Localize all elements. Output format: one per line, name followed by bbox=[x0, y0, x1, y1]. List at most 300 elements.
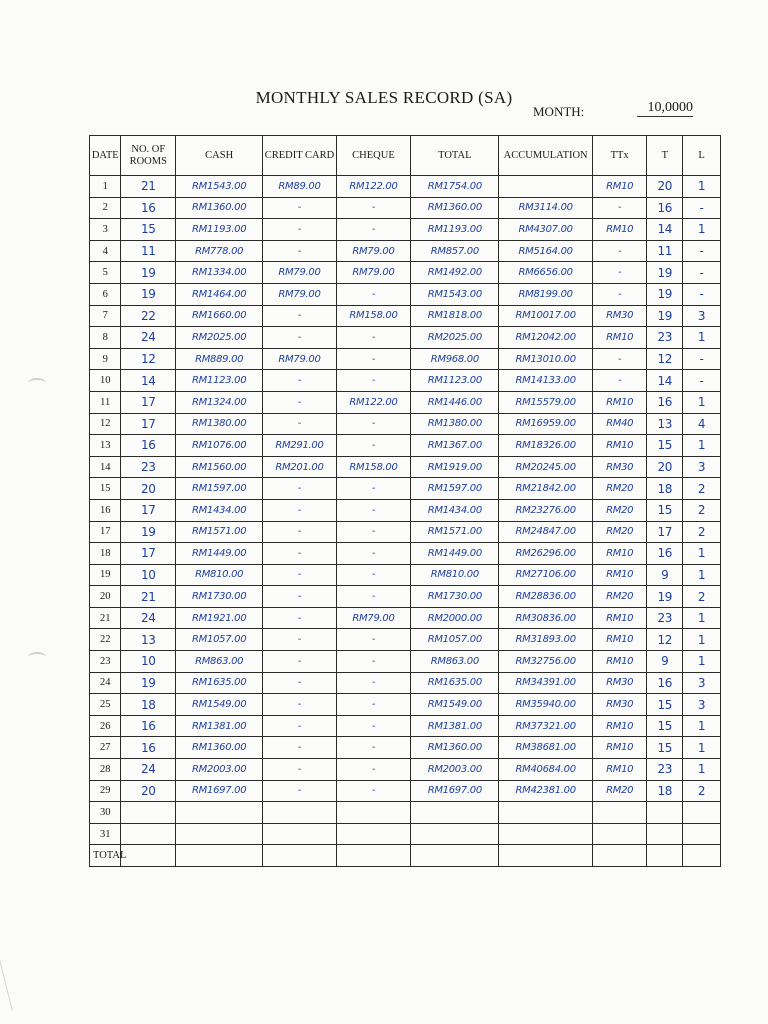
l-cell: 2 bbox=[683, 478, 721, 500]
cheque-cell: - bbox=[336, 327, 411, 349]
cash-cell: RM1123.00 bbox=[176, 370, 263, 392]
ttx-cell: RM10 bbox=[592, 219, 647, 241]
total-cell bbox=[121, 845, 176, 867]
credit-card-cell bbox=[263, 823, 336, 845]
l-cell bbox=[683, 823, 721, 845]
ttx-cell: - bbox=[592, 240, 647, 262]
cheque-cell: - bbox=[336, 586, 411, 608]
accumulation-cell: RM28836.00 bbox=[499, 586, 592, 608]
cash-cell: RM1360.00 bbox=[176, 737, 263, 759]
cheque-cell: - bbox=[336, 759, 411, 781]
table-row bbox=[90, 348, 721, 370]
cash-cell: RM1360.00 bbox=[176, 197, 263, 219]
total-cell: RM1381.00 bbox=[411, 715, 499, 737]
t-cell: 23 bbox=[647, 607, 683, 629]
cash-cell: RM1324.00 bbox=[176, 391, 263, 413]
total-cell: RM1754.00 bbox=[411, 176, 499, 198]
cash-cell: RM1193.00 bbox=[176, 219, 263, 241]
rooms-cell: 19 bbox=[121, 521, 176, 543]
total-cell: RM1360.00 bbox=[411, 737, 499, 759]
date-cell: 4 bbox=[90, 240, 121, 262]
l-cell: 2 bbox=[683, 521, 721, 543]
cheque-cell bbox=[336, 802, 411, 824]
t-cell: 15 bbox=[647, 715, 683, 737]
l-cell: - bbox=[683, 348, 721, 370]
date-cell: 20 bbox=[90, 586, 121, 608]
cash-cell: RM810.00 bbox=[176, 564, 263, 586]
credit-card-cell: RM79.00 bbox=[263, 262, 336, 284]
cash-cell bbox=[176, 823, 263, 845]
total-cell: RM1193.00 bbox=[411, 219, 499, 241]
cheque-cell: - bbox=[336, 715, 411, 737]
total-cell: RM2025.00 bbox=[411, 327, 499, 349]
total-cell: RM810.00 bbox=[411, 564, 499, 586]
cheque-cell: - bbox=[336, 499, 411, 521]
total-cell bbox=[411, 845, 499, 867]
cash-cell: RM1921.00 bbox=[176, 607, 263, 629]
table-row bbox=[90, 672, 721, 694]
accumulation-cell: RM21842.00 bbox=[499, 478, 592, 500]
total-cell: RM2003.00 bbox=[411, 759, 499, 781]
cheque-cell: - bbox=[336, 348, 411, 370]
total-cell: RM863.00 bbox=[411, 651, 499, 673]
date-cell: 21 bbox=[90, 607, 121, 629]
t-cell: 16 bbox=[647, 672, 683, 694]
credit-card-cell: - bbox=[263, 219, 336, 241]
rooms-cell: 10 bbox=[121, 651, 176, 673]
table-row bbox=[90, 240, 721, 262]
col-header-accumulation: ACCUMULATION bbox=[499, 136, 592, 176]
total-cell: RM857.00 bbox=[411, 240, 499, 262]
table-row bbox=[90, 823, 721, 845]
table-row bbox=[90, 802, 721, 824]
rooms-cell: 19 bbox=[121, 283, 176, 305]
cash-cell: RM1543.00 bbox=[176, 176, 263, 198]
cash-cell: RM1076.00 bbox=[176, 435, 263, 457]
date-cell: 25 bbox=[90, 694, 121, 716]
table-row bbox=[90, 737, 721, 759]
total-cell: RM1919.00 bbox=[411, 456, 499, 478]
date-cell: 30 bbox=[90, 802, 121, 824]
table-row bbox=[90, 607, 721, 629]
total-cell bbox=[176, 845, 263, 867]
t-cell: 16 bbox=[647, 197, 683, 219]
accumulation-cell: RM34391.00 bbox=[499, 672, 592, 694]
ttx-cell: RM10 bbox=[592, 607, 647, 629]
total-cell: RM1597.00 bbox=[411, 478, 499, 500]
cheque-cell: - bbox=[336, 197, 411, 219]
table-row bbox=[90, 413, 721, 435]
date-cell: 31 bbox=[90, 823, 121, 845]
l-cell: 2 bbox=[683, 780, 721, 802]
total-cell: RM1697.00 bbox=[411, 780, 499, 802]
table-row bbox=[90, 586, 721, 608]
date-cell: 19 bbox=[90, 564, 121, 586]
credit-card-cell: RM79.00 bbox=[263, 348, 336, 370]
table-row bbox=[90, 780, 721, 802]
col-header-total: TOTAL bbox=[411, 136, 499, 176]
l-cell: 1 bbox=[683, 543, 721, 565]
l-cell: 1 bbox=[683, 327, 721, 349]
ttx-cell: RM10 bbox=[592, 651, 647, 673]
cheque-cell: RM158.00 bbox=[336, 456, 411, 478]
accumulation-cell: RM12042.00 bbox=[499, 327, 592, 349]
total-cell: RM1492.00 bbox=[411, 262, 499, 284]
ttx-cell: - bbox=[592, 370, 647, 392]
total-cell bbox=[647, 845, 683, 867]
table-row bbox=[90, 521, 721, 543]
ttx-cell: RM20 bbox=[592, 499, 647, 521]
ttx-cell: RM30 bbox=[592, 456, 647, 478]
sales-record-table bbox=[89, 135, 721, 867]
total-cell: RM1123.00 bbox=[411, 370, 499, 392]
rooms-cell: 19 bbox=[121, 672, 176, 694]
cash-cell: RM778.00 bbox=[176, 240, 263, 262]
date-cell: 13 bbox=[90, 435, 121, 457]
cheque-cell: - bbox=[336, 478, 411, 500]
l-cell: - bbox=[683, 240, 721, 262]
cheque-cell: - bbox=[336, 651, 411, 673]
ttx-cell: RM30 bbox=[592, 305, 647, 327]
cash-cell bbox=[176, 802, 263, 824]
t-cell: 9 bbox=[647, 564, 683, 586]
t-cell: 14 bbox=[647, 219, 683, 241]
table-row bbox=[90, 499, 721, 521]
credit-card-cell: - bbox=[263, 564, 336, 586]
l-cell: 1 bbox=[683, 391, 721, 413]
credit-card-cell: - bbox=[263, 737, 336, 759]
rooms-cell: 17 bbox=[121, 499, 176, 521]
l-cell: 1 bbox=[683, 759, 721, 781]
total-cell bbox=[411, 802, 499, 824]
cheque-cell: RM79.00 bbox=[336, 607, 411, 629]
ttx-cell: RM10 bbox=[592, 543, 647, 565]
rooms-cell: 21 bbox=[121, 176, 176, 198]
date-cell: 10 bbox=[90, 370, 121, 392]
l-cell: 3 bbox=[683, 456, 721, 478]
accumulation-cell: RM4307.00 bbox=[499, 219, 592, 241]
ttx-cell: - bbox=[592, 348, 647, 370]
rooms-cell: 24 bbox=[121, 607, 176, 629]
rooms-cell: 13 bbox=[121, 629, 176, 651]
credit-card-cell: - bbox=[263, 197, 336, 219]
date-cell: 7 bbox=[90, 305, 121, 327]
col-header-l: L bbox=[683, 136, 721, 176]
cheque-cell: - bbox=[336, 435, 411, 457]
total-cell: RM1057.00 bbox=[411, 629, 499, 651]
t-cell: 13 bbox=[647, 413, 683, 435]
table-row bbox=[90, 435, 721, 457]
cheque-cell: - bbox=[336, 672, 411, 694]
l-cell: - bbox=[683, 262, 721, 284]
t-cell: 19 bbox=[647, 305, 683, 327]
table-row bbox=[90, 715, 721, 737]
accumulation-cell: RM15579.00 bbox=[499, 391, 592, 413]
date-cell: 18 bbox=[90, 543, 121, 565]
accumulation-cell: RM8199.00 bbox=[499, 283, 592, 305]
ttx-cell: RM20 bbox=[592, 586, 647, 608]
col-header-cash: CASH bbox=[176, 136, 263, 176]
cash-cell: RM1434.00 bbox=[176, 499, 263, 521]
cash-cell: RM863.00 bbox=[176, 651, 263, 673]
cheque-cell: RM79.00 bbox=[336, 262, 411, 284]
date-cell: 23 bbox=[90, 651, 121, 673]
total-cell: RM1549.00 bbox=[411, 694, 499, 716]
l-cell: 1 bbox=[683, 176, 721, 198]
col-header-cheque: CHEQUE bbox=[336, 136, 411, 176]
page-title: MONTHLY SALES RECORD (SA) bbox=[255, 88, 513, 107]
total-cell bbox=[336, 845, 411, 867]
t-cell: 20 bbox=[647, 456, 683, 478]
cash-cell: RM2003.00 bbox=[176, 759, 263, 781]
cash-cell: RM1334.00 bbox=[176, 262, 263, 284]
total-label: TOTAL bbox=[90, 845, 121, 867]
hole-punch-mark bbox=[28, 378, 46, 388]
header-row bbox=[90, 136, 721, 176]
cash-cell: RM1571.00 bbox=[176, 521, 263, 543]
accumulation-cell: RM35940.00 bbox=[499, 694, 592, 716]
total-cell: RM968.00 bbox=[411, 348, 499, 370]
col-header-ttx: TTx bbox=[592, 136, 647, 176]
cash-cell: RM1549.00 bbox=[176, 694, 263, 716]
table-row bbox=[90, 219, 721, 241]
cash-cell: RM1730.00 bbox=[176, 586, 263, 608]
rooms-cell: 12 bbox=[121, 348, 176, 370]
date-cell: 29 bbox=[90, 780, 121, 802]
paper-edge-mark bbox=[0, 929, 28, 1011]
table-row bbox=[90, 543, 721, 565]
rooms-cell: 11 bbox=[121, 240, 176, 262]
accumulation-cell: RM14133.00 bbox=[499, 370, 592, 392]
table-row bbox=[90, 370, 721, 392]
rooms-cell: 24 bbox=[121, 759, 176, 781]
l-cell: - bbox=[683, 283, 721, 305]
t-cell bbox=[647, 823, 683, 845]
total-cell: RM1367.00 bbox=[411, 435, 499, 457]
accumulation-cell: RM23276.00 bbox=[499, 499, 592, 521]
col-header-rooms: NO. OF ROOMS bbox=[121, 136, 176, 176]
accumulation-cell: RM6656.00 bbox=[499, 262, 592, 284]
t-cell: 15 bbox=[647, 499, 683, 521]
l-cell: 1 bbox=[683, 435, 721, 457]
rooms-cell bbox=[121, 823, 176, 845]
cash-cell: RM1449.00 bbox=[176, 543, 263, 565]
cheque-cell: - bbox=[336, 219, 411, 241]
rooms-cell: 16 bbox=[121, 737, 176, 759]
l-cell: 1 bbox=[683, 219, 721, 241]
ttx-cell: RM10 bbox=[592, 564, 647, 586]
total-row bbox=[90, 845, 721, 867]
rooms-cell: 16 bbox=[121, 435, 176, 457]
cheque-cell: RM158.00 bbox=[336, 305, 411, 327]
total-cell bbox=[411, 823, 499, 845]
ttx-cell: RM10 bbox=[592, 327, 647, 349]
t-cell: 16 bbox=[647, 391, 683, 413]
rooms-cell: 17 bbox=[121, 413, 176, 435]
date-cell: 6 bbox=[90, 283, 121, 305]
date-cell: 8 bbox=[90, 327, 121, 349]
accumulation-cell: RM38681.00 bbox=[499, 737, 592, 759]
credit-card-cell: - bbox=[263, 759, 336, 781]
cash-cell: RM889.00 bbox=[176, 348, 263, 370]
date-cell: 26 bbox=[90, 715, 121, 737]
accumulation-cell: RM42381.00 bbox=[499, 780, 592, 802]
table-row bbox=[90, 629, 721, 651]
l-cell: 1 bbox=[683, 737, 721, 759]
l-cell bbox=[683, 802, 721, 824]
date-cell: 11 bbox=[90, 391, 121, 413]
rooms-cell bbox=[121, 802, 176, 824]
rooms-cell: 21 bbox=[121, 586, 176, 608]
l-cell: - bbox=[683, 370, 721, 392]
l-cell: 1 bbox=[683, 564, 721, 586]
credit-card-cell: RM291.00 bbox=[263, 435, 336, 457]
col-header-credit-card: CREDIT CARD bbox=[263, 136, 336, 176]
accumulation-cell: RM40684.00 bbox=[499, 759, 592, 781]
cheque-cell: RM122.00 bbox=[336, 391, 411, 413]
accumulation-cell: RM10017.00 bbox=[499, 305, 592, 327]
accumulation-cell bbox=[499, 802, 592, 824]
date-cell: 1 bbox=[90, 176, 121, 198]
accumulation-cell: RM20245.00 bbox=[499, 456, 592, 478]
l-cell: 1 bbox=[683, 629, 721, 651]
col-header-date: DATE bbox=[90, 136, 121, 176]
table-row bbox=[90, 759, 721, 781]
rooms-cell: 16 bbox=[121, 197, 176, 219]
t-cell: 19 bbox=[647, 586, 683, 608]
ttx-cell: RM10 bbox=[592, 759, 647, 781]
ttx-cell: RM20 bbox=[592, 521, 647, 543]
total-cell: RM1360.00 bbox=[411, 197, 499, 219]
credit-card-cell: - bbox=[263, 370, 336, 392]
table-body bbox=[90, 176, 721, 845]
rooms-cell: 20 bbox=[121, 780, 176, 802]
t-cell: 14 bbox=[647, 370, 683, 392]
date-cell: 28 bbox=[90, 759, 121, 781]
accumulation-cell bbox=[499, 176, 592, 198]
total-cell: RM1449.00 bbox=[411, 543, 499, 565]
accumulation-cell: RM13010.00 bbox=[499, 348, 592, 370]
table-row bbox=[90, 305, 721, 327]
ttx-cell: RM10 bbox=[592, 629, 647, 651]
credit-card-cell: - bbox=[263, 607, 336, 629]
date-cell: 3 bbox=[90, 219, 121, 241]
cheque-cell bbox=[336, 823, 411, 845]
accumulation-cell: RM32756.00 bbox=[499, 651, 592, 673]
rooms-cell: 15 bbox=[121, 219, 176, 241]
col-header-t: T bbox=[647, 136, 683, 176]
t-cell: 12 bbox=[647, 348, 683, 370]
l-cell: 1 bbox=[683, 607, 721, 629]
ttx-cell: RM10 bbox=[592, 435, 647, 457]
total-cell bbox=[263, 845, 336, 867]
t-cell: 23 bbox=[647, 327, 683, 349]
table-row bbox=[90, 197, 721, 219]
rooms-cell: 17 bbox=[121, 391, 176, 413]
l-cell: 4 bbox=[683, 413, 721, 435]
t-cell: 15 bbox=[647, 737, 683, 759]
credit-card-cell: - bbox=[263, 499, 336, 521]
cheque-cell: - bbox=[336, 521, 411, 543]
credit-card-cell: - bbox=[263, 413, 336, 435]
date-cell: 2 bbox=[90, 197, 121, 219]
t-cell: 18 bbox=[647, 478, 683, 500]
cash-cell: RM1635.00 bbox=[176, 672, 263, 694]
total-cell bbox=[592, 845, 647, 867]
cash-cell: RM1697.00 bbox=[176, 780, 263, 802]
table-row bbox=[90, 564, 721, 586]
ttx-cell: RM20 bbox=[592, 478, 647, 500]
credit-card-cell: - bbox=[263, 240, 336, 262]
credit-card-cell: - bbox=[263, 327, 336, 349]
cash-cell: RM1464.00 bbox=[176, 283, 263, 305]
l-cell: 3 bbox=[683, 672, 721, 694]
ttx-cell: - bbox=[592, 262, 647, 284]
table-row bbox=[90, 478, 721, 500]
date-cell: 12 bbox=[90, 413, 121, 435]
cash-cell: RM1057.00 bbox=[176, 629, 263, 651]
t-cell: 19 bbox=[647, 283, 683, 305]
accumulation-cell: RM27106.00 bbox=[499, 564, 592, 586]
cheque-cell: - bbox=[336, 370, 411, 392]
ttx-cell bbox=[592, 823, 647, 845]
table-row bbox=[90, 391, 721, 413]
hole-punch-mark bbox=[28, 652, 46, 662]
cash-cell: RM1380.00 bbox=[176, 413, 263, 435]
accumulation-cell: RM18326.00 bbox=[499, 435, 592, 457]
credit-card-cell: - bbox=[263, 715, 336, 737]
t-cell: 18 bbox=[647, 780, 683, 802]
credit-card-cell: RM79.00 bbox=[263, 283, 336, 305]
t-cell: 15 bbox=[647, 435, 683, 457]
ttx-cell: RM20 bbox=[592, 780, 647, 802]
credit-card-cell: - bbox=[263, 694, 336, 716]
t-cell: 19 bbox=[647, 262, 683, 284]
cheque-cell: - bbox=[336, 543, 411, 565]
month-label: MONTH: bbox=[533, 104, 585, 119]
total-cell: RM1434.00 bbox=[411, 499, 499, 521]
table-row bbox=[90, 327, 721, 349]
total-cell bbox=[499, 845, 592, 867]
total-cell: RM1730.00 bbox=[411, 586, 499, 608]
t-cell: 17 bbox=[647, 521, 683, 543]
credit-card-cell: - bbox=[263, 651, 336, 673]
date-cell: 22 bbox=[90, 629, 121, 651]
table-row bbox=[90, 651, 721, 673]
accumulation-cell: RM26296.00 bbox=[499, 543, 592, 565]
cash-cell: RM2025.00 bbox=[176, 327, 263, 349]
accumulation-cell: RM24847.00 bbox=[499, 521, 592, 543]
t-cell: 12 bbox=[647, 629, 683, 651]
l-cell: 1 bbox=[683, 651, 721, 673]
cash-cell: RM1660.00 bbox=[176, 305, 263, 327]
l-cell: 2 bbox=[683, 499, 721, 521]
credit-card-cell: - bbox=[263, 629, 336, 651]
date-cell: 15 bbox=[90, 478, 121, 500]
cheque-cell: - bbox=[336, 737, 411, 759]
l-cell: 3 bbox=[683, 694, 721, 716]
rooms-cell: 23 bbox=[121, 456, 176, 478]
table-row bbox=[90, 262, 721, 284]
cheque-cell: - bbox=[336, 780, 411, 802]
cheque-cell: - bbox=[336, 694, 411, 716]
credit-card-cell: RM201.00 bbox=[263, 456, 336, 478]
ttx-cell: RM30 bbox=[592, 672, 647, 694]
rooms-cell: 14 bbox=[121, 370, 176, 392]
t-cell: 15 bbox=[647, 694, 683, 716]
table-row bbox=[90, 283, 721, 305]
accumulation-cell: RM5164.00 bbox=[499, 240, 592, 262]
